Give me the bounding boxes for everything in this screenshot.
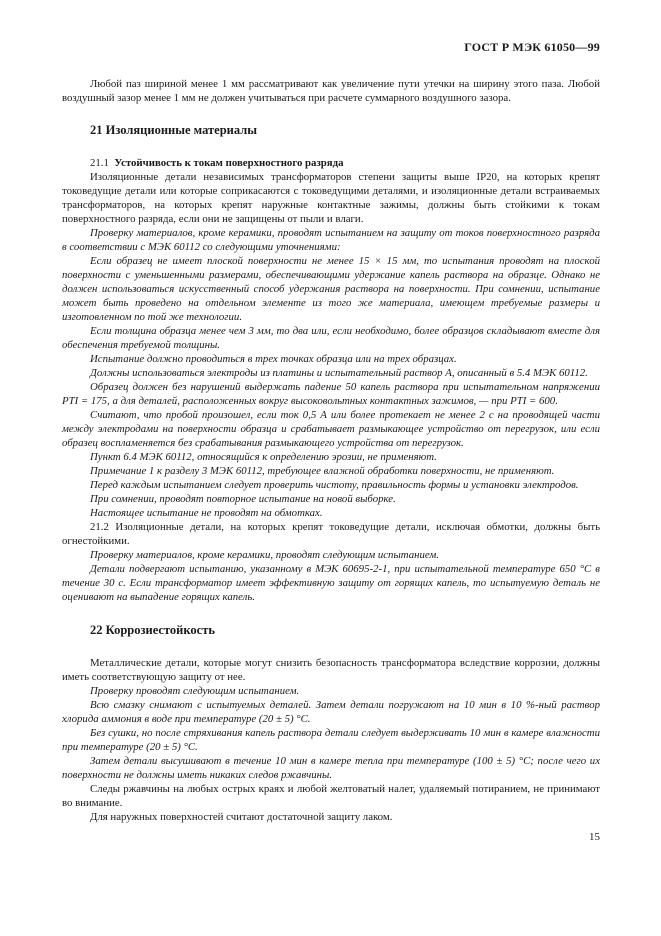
paragraph: Проверку материалов, кроме керамики, проводят испытанием на защиту от токов поверхностного разряда в соответствии с МЭК 60112 со следующими уточнениями: <box>62 227 600 253</box>
section-22-heading: 22 Коррозиестойкость <box>90 623 215 637</box>
paragraph: Образец должен без нарушений выдержать падение 50 капель раствора при испытательном напряжении PTI = 175, а для деталей, расположенных вокруг высоковольтных контактных зажимов, — при PTI = 600. <box>62 381 600 407</box>
paragraph: Без сушки, но после стряхивания капель раствора детали следует выдерживать 10 мин в камере влажности при температуре (20 ± 5) °С. <box>62 727 600 753</box>
paragraph: Следы ржавчины на любых острых краях и любой желтоватый налет, удаляемый потиранием, не принимают во внимание. <box>62 783 600 809</box>
paragraph: Детали подвергают испытанию, указанному в МЭК 60695-2-1, при испытательной температуре 650 °С в течение 30 с. Если трансформатор имеет эффективную защиту от горящих капель, то испытуемую деталь не оценивают на выпадение горящих капель. <box>62 563 600 603</box>
paragraph: Всю смазку снимают с испытуемых деталей. Затем детали погружают на 10 мин в 10 %-ный раствор хлорида аммония в воде при температуре (20 ± 5) °С. <box>62 699 600 725</box>
paragraph: Испытание должно проводиться в трех точках образца или на трех образцах. <box>90 353 457 365</box>
paragraph: Должны использоваться электроды из платины и испытательный раствор А, описанный в 5.4 МЭК 60112. <box>90 367 588 379</box>
paragraph: Настоящее испытание не проводят на обмотках. <box>90 507 323 519</box>
paragraph: Если толщина образца менее чем 3 мм, то два или, если необходимо, более образцов складывают вместе для обеспечения требуемой толщины. <box>62 325 600 351</box>
paragraph: Примечание 1 к разделу 3 МЭК 60112, требующее влажной обработки поверхности, не применяют. <box>90 465 555 477</box>
page-number: 15 <box>589 831 600 843</box>
paragraph: Для наружных поверхностей считают достаточной защиту лаком. <box>90 811 393 823</box>
paragraph: Пункт 6.4 МЭК 60112, относящийся к определению эрозии, не применяют. <box>90 451 437 463</box>
section-21-heading: 21 Изоляционные материалы <box>90 123 257 137</box>
document-header: ГОСТ Р МЭК 61050—99 <box>464 40 600 54</box>
paragraph: Считают, что пробой произошел, если ток 0,5 А или более протекает не менее 2 с на проводящей части между электродами на поверхности образца и срабатывает размыкающее устройство от перегрузок, или если образец воспламеняется без срабатывания размыкающего устройства от перегрузок. <box>62 409 600 449</box>
intro-paragraph: Любой паз шириной менее 1 мм рассматривают как увеличение пути утечки на ширину этого паза. Любой воздушный зазор менее 1 мм не должен учитываться при расчете суммарного воздушного зазора. <box>62 78 600 104</box>
paragraph: Металлические детали, которые могут снизить безопасность трансформатора вследствие коррозии, должны иметь соответствующую защиту от нее. <box>62 657 600 683</box>
paragraph: Если образец не имеет плоской поверхности не менее 15 × 15 мм, то испытания проводят на плоской поверхности с уменьшенными размерами, обеспечивающими удержание капель раствора на образце. Однако не должен использоваться искусственный способ удержания раствора на поверхности. При сомнении, испытание может быть проведено на отдельном элементе из того же материала, имеющем требуемые размеры и изготовленном по той же технологии. <box>62 255 600 323</box>
document-page <box>62 40 600 824</box>
paragraph: Изоляционные детали независимых трансформаторов степени защиты выше IP20, на которых крепят токоведущие детали или которые соприкасаются с токоведущими деталями, и изоляционные детали встраиваемых трансформаторов, на которых крепят наружные контактные зажимы, должны быть стойкими к токам поверхностного разряда, если они не защищены от пыли и влаги. <box>62 171 600 225</box>
subsection-21-1-title <box>62 156 600 170</box>
paragraph: Перед каждым испытанием следует проверить чистоту, правильность формы и установки электродов. <box>90 479 579 491</box>
paragraph: Проверку материалов, кроме керамики, проводят следующим испытанием. <box>90 549 439 561</box>
paragraph: 21.2 Изоляционные детали, на которых крепят токоведущие детали, исключая обмотки, должны быть огнестойкими. <box>62 521 600 547</box>
paragraph: При сомнении, проводят повторное испытание на новой выборке. <box>90 493 396 505</box>
subsection-title: Устойчивость к токам поверхностного разряда <box>114 157 344 169</box>
paragraph: Затем детали высушивают в течение 10 мин в камере тепла при температуре (100 ± 5) °С; после чего их поверхности не должны иметь никаких следов ржавчины. <box>62 755 600 781</box>
paragraph: Проверку проводят следующим испытанием. <box>90 685 300 697</box>
subsection-number: 21.1 <box>90 157 109 169</box>
